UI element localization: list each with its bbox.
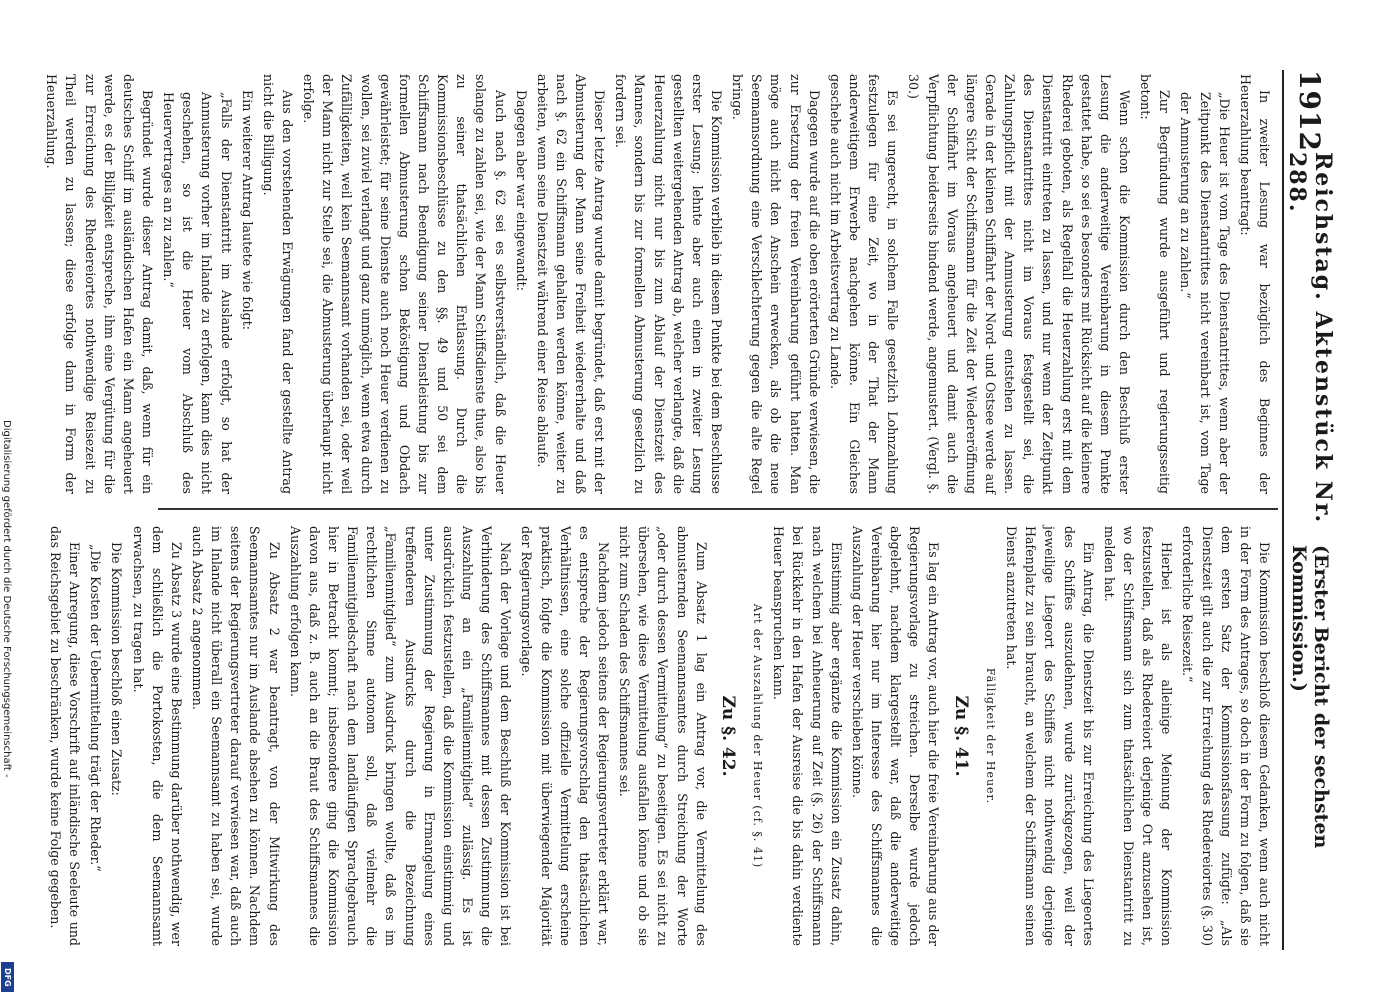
header-rule — [1282, 70, 1284, 950]
digitization-credit — [2, 420, 14, 1000]
section-subheading: Art der Auszahlung der Heuer (cf. §. 41) — [751, 603, 765, 869]
paragraph: Zum Absatz 1 lag ein Antrag vor, die Vermittelung des abmusternden Seemannsamtes durch Streichung der Worte „oder durch dessen Vermittelung“ zu beseitigen. Es sei nicht zu übersehen, wie diese Vermittelung ausfallen könne und ob sie nicht zum Schaden des Schiffsmannes sei. — [617, 526, 709, 946]
paragraph: Dieser letzte Antrag wurde damit begründet, daß erst mit der Abmusterung der Mann seine Freiheit wiedererhalte und daß nach §. 62 ein Schiffsmann gehalten werden könne, weiter zu arbeiten, wenn seine Dienstzeit während einer Reise ablaufe. — [534, 74, 608, 494]
page-subtitle: (Erster Bericht der sechsten Kommission.) — [1288, 545, 1332, 849]
paragraph: Nachdem jedoch seitens der Regierungsvertreter erklärt war, es entspreche der Regierungsvorschlag den thatsächlichen Verhältnissen, eine solche offizielle Vermittelung erscheine praktisch, folgte die Kommission mit überwiegender Majorität der Regierungsvorlage. — [519, 526, 611, 946]
paragraph: Zur Begründung wurde ausgeführt und regierungsseitig betont: — [1138, 74, 1173, 494]
paragraph: Nach der Vorlage und dem Beschluß der Kommission ist bei Verhinderung des Schiffsmannes mit dessen Zustimmung die Auszahlung an ein „Familienmitglied“ zulässig. Es ist ausdrücklich festzustellen, daß die Kommission einstimmig und unter Zustimmung der Regierung in Ermangelung eines treffenderen Ausdrucks durch die Bezeichnung „Familienmitglied“ zum Ausdruck bringen wollte, daß es im rechtlichen Sinne autonom soll, daß vielmehr die Familienmitgliedschaft nach dem landläufigen Sprachgebrauch hier in Betracht kommt; insbesondere ging die Kommission davon aus, daß z. B. auch an die Braut des Schiffsmannes die Auszahlung erfolgen kann. — [287, 526, 514, 946]
paragraph: Es sei ungerecht, in solchem Falle gesetzlich Lohnzahlung festzulegen für eine Zeit, wo in der That der Mann anderweitigem Erwerbe nachgehen könne. Ein Gleiches geschehe auch nicht im Arbeitsvertrag zu Lande. — [827, 74, 901, 494]
paragraph: Ein Antrag, die Dienstzeit bis zur Erreichung des Liegeortes des Schiffes auszudehnen, wurde zurückgezogen, weil der jeweilige Liegeort des Schiffes nicht nothwendig derjenige Hafenplatz zu sein braucht, an welchem der Schiffsmann seinen Dienst anzutreten hat. — [1004, 526, 1096, 946]
paragraph: Die Kommission verblieb in diesem Punkte bei dem Beschlusse erster Lesung; lehnte aber auch einen in zweiter Lesung gestellten weitergehenden Antrag ab, welcher verlangte, daß die Heuerzahlung nicht nur bis zum Ablauf der Dienstzeit des Mannes, sondern bis zur formellen Abmusterung gesetzlich zu fordern sei. — [613, 74, 725, 494]
section-heading: Zu §. 41. — [951, 695, 972, 777]
paragraph: Die Kommission beschloß diesem Gedanken, wenn auch nicht in der Form des Antrages, so doch in der Form zu folgen, daß sie dem ersten Satz der Kommissionsfassung zufügte: „Als Dienstzeit gilt auch die zur Erreichung des Rhedereiortes (§. 30) erforderliche Reisezeit.“ — [1180, 526, 1272, 946]
page-header — [1284, 70, 1336, 950]
paragraph: Dagegen aber war eingewandt: — [513, 90, 529, 291]
left-column — [44, 74, 1274, 494]
paragraph: Zu Absatz 2 war beantragt, von der Mitwirkung des Seemannsamtes nur im Auslande absehen zu können. Nachdem seitens der Regierungsvertreter darauf verwiesen war, daß auch im Inlande nicht überall ein Seemannsamt zu haben sei, wurde auch Absatz 2 angenommen. — [190, 526, 282, 946]
section-subheading: Fälligkeit der Heuer. — [984, 667, 998, 805]
section-heading: Zu §. 42. — [718, 695, 739, 777]
paragraph: Einstimmig aber ergänzte die Kommission ein Zusatz dahin, nach welchem bei Anheuerung auf Zeit (§. 26) der Schiffsmann bei Rückkehr in den Hafen der Ausreise die bis dahin verdiente Heuer beanspruchen kann. — [771, 526, 844, 946]
right-column — [48, 526, 1274, 946]
paragraph: Einer Anregung, diese Vorschrift auf inländische Seeleute und das Reichsgebiet zu beschränken, wurde keine Folge gegeben. — [48, 526, 83, 946]
paragraph: Aus den vorstehenden Erwägungen fand der gestellte Antrag nicht die Billigung. — [260, 74, 295, 494]
digitization-credit-text: Digitalisierung gefördert durch die Deutsche Forschungsgemeinschaft - — [1, 420, 12, 778]
paragraph: Auch nach §. 62 sei es selbstverständlich, daß die Heuer solange zu zahlen sei, wie der Mann Schiffsdienste thue, also bis zu seiner thatsächlichen Entlassung. Durch die Kommissionsbeschlüsse zu den §§. 49 und 50 sei dem Schiffsmann nach Beendigung seiner Dienstleistung bis zur formellen Abmusterung schon Beköstigung und Obdach gewährleistet; für seine Dienste auch noch Heuer verdienen zu wollen, sei zuviel verlangt und ganz unmöglich, wenn etwa durch Zufälligkeiten, weil kein Seemannsamt vorhanden sei, oder weil der Mann nicht zur Stelle sei, die Abmusterung überhaupt nicht erfolge. — [301, 74, 508, 494]
quoted-paragraph: „Die Heuer ist vom Tage des Dienstantrittes, wenn aber der Zeitpunkt des Dienstantrittes nicht vereinbart ist, vom Tage der Anmusterung an zu zahlen.“ — [1178, 92, 1232, 494]
paragraph: Begründet wurde dieser Antrag damit, daß, wenn für ein deutsches Schiff im ausländischen Hafen ein Mann angeheuert werde, es der Billigkeit entspreche, ihm eine Vergütung für die zur Erreichung des Rhedereiortes nothwendige Reisezeit zu Theil werden zu lassen; diese erfolge dann in Form der Heuerzahlung. — [44, 74, 155, 494]
paragraph: Dagegen wurde auf die oben erörterten Gründe verwiesen, die zur Ersetzung der freien Vereinbarung geführt hatten. Man möge auch nicht den Anschein erwecken, als ob die neue Seemannsordnung eine Verschlechterung gegen die alte Regel bringe. — [730, 74, 822, 494]
paragraph: Hierbei ist als alleinige Meinung der Kommission festzustellen, daß als Rhedereiort derjenige Ort anzusehen ist, wo der Schiffsmann sich zum thatsächlichen Dienstantritt zu melden hat. — [1101, 526, 1175, 946]
paragraph: Die Kommission beschloß einen Zusatz: — [109, 542, 125, 796]
page-title: Reichstag. Aktenstück Nr. 288. — [1284, 151, 1336, 525]
paragraph: Es lag ein Antrag vor, auch hier die freie Vereinbarung aus der Regierungsvorlage zu streichen. Derselbe wurde jedoch abgelehnt, nachdem klargestellt war, daß die anderweitige Vereinbarung hier nur im Interesse des Schiffsmannes die Auszahlung der Heuer verschieben könne. — [849, 526, 942, 946]
paragraph: In zweiter Lesung war bezüglich des Beginnes der Heuerzahlung beantragt: — [1237, 74, 1272, 494]
page-number: 1912 — [1293, 70, 1327, 152]
paragraph: Wenn schon die Kommission durch den Beschluß erster Lesung die anderweitige Vereinbarung in diesem Punkte gestattet habe, so sei es besonders mit Rücksicht auf die kleinere Rhederei geboten, als Regelfall die Heuerzahlung erst mit dem Dienstantritt eintreten zu lassen, und nur wenn der Zeitpunkt des Dienstantrittes nicht im Voraus festgestellt sei, die Zahlungspflicht mit der Anmusterung entstehen zu lassen. Gerade in der kleinen Schiffahrt der Nord- und Ostsee werde auf längere Sicht der Schiffsmann für die Zeit der Wiedereröffnung der Schiffahrt im Voraus angeheuert und damit auch die Verpflichtung beiderseits bindend werde, angemustert. (Vergl. §. 30.) — [906, 74, 1133, 494]
document-page — [44, 70, 1336, 950]
column-divider — [158, 508, 1278, 510]
quoted-paragraph: „Falls der Dienstantritt im Auslande erfolgt, so hat der Anmusterung vorher im Inlande zu erfolgen, kann dies nicht geschehen, so ist die Heuer vom Abschluß des Heuervertrages an zu zahlen.“ — [161, 92, 234, 494]
paragraph: Ein weiterer Antrag lautete wie folgt: — [239, 90, 255, 331]
paragraph: Zu Absatz 3 wurde eine Bestimmung darüber nothwendig, wer dem schließlich die Portokosten, die dem Seemannsamt erwachsen, zu tragen hat. — [130, 526, 184, 946]
dfg-logo: DFG — [1, 962, 14, 992]
quoted-paragraph: „Die Kosten der Uebermittelung trägt der Rheder.“ — [88, 544, 104, 872]
